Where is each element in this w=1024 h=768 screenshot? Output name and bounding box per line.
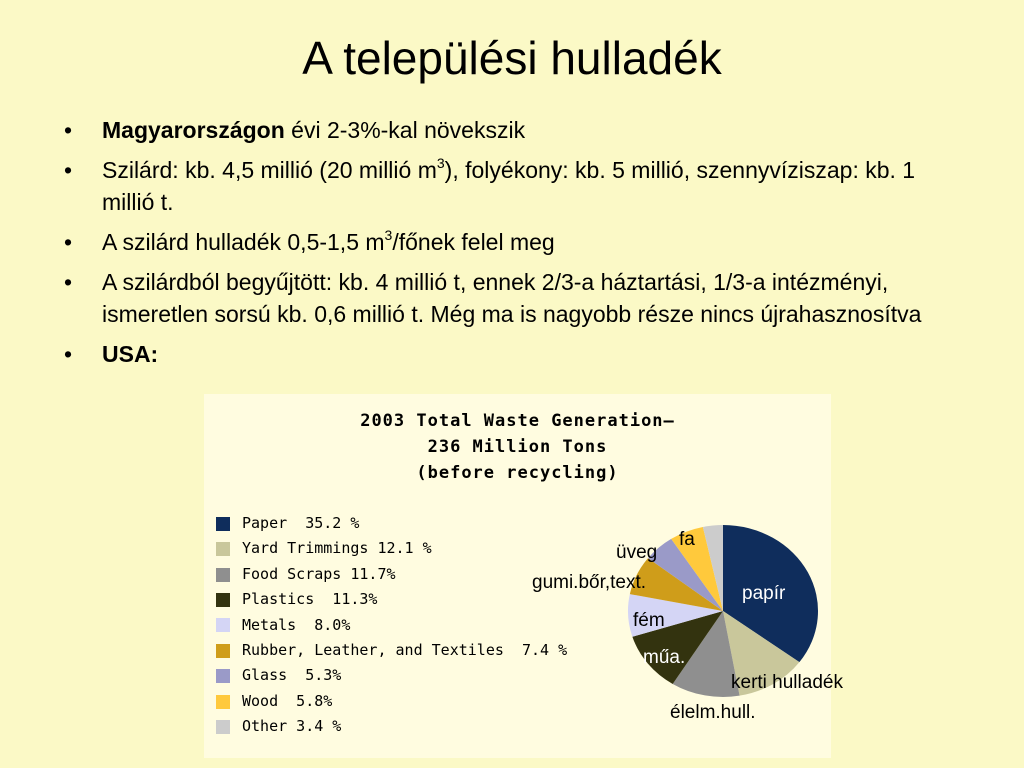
bullet-2 (62, 154, 962, 218)
legend-label: Rubber, Leather, and Textiles 7.4 % (242, 641, 568, 660)
slice-label-hu: gumi.bőr,text. (532, 572, 647, 593)
legend-label: Metals 8.0% (242, 615, 351, 634)
legend-item (216, 587, 567, 612)
legend-label: Paper 35.2 % (242, 514, 360, 532)
legend-swatch (216, 618, 230, 632)
legend-label: Other 3.4 % (242, 717, 342, 736)
bullet-5-bold: USA: (102, 341, 159, 367)
legend-swatch (216, 644, 230, 658)
chart-title-line-3: (before recycling) (416, 463, 619, 483)
legend-swatch (216, 695, 230, 709)
legend-swatch (216, 593, 230, 607)
legend-item (216, 638, 567, 663)
slice-label-hu: papír (742, 583, 786, 604)
slice-label-hu: kerti hulladék (731, 672, 843, 693)
legend-label: Yard Trimmings 12.1 % (242, 539, 432, 558)
legend-swatch (216, 568, 230, 582)
bullet-1 (62, 114, 962, 146)
legend-item (216, 663, 567, 688)
bullet-list (62, 114, 962, 378)
bullet-1-text: évi 2-3%-kal növekszik (284, 117, 526, 143)
chart-title-line-2: 236 Million Tons (427, 437, 608, 457)
legend-item (216, 714, 567, 739)
bullet-3-superscript: 3 (384, 227, 393, 244)
legend-swatch (216, 669, 230, 683)
legend-label: Plastics 11.3% (242, 590, 378, 609)
legend-swatch (216, 720, 230, 734)
legend-swatch (216, 517, 230, 531)
slice-label-hu: műa. (643, 647, 686, 668)
slice-label-hu: fém (633, 610, 665, 631)
slide-title: A települési hulladék (302, 32, 722, 84)
chart-title (204, 408, 831, 486)
legend-label: Wood 5.8% (242, 691, 333, 710)
bullet-3-text-post: /főnek felel meg (392, 229, 555, 255)
legend-swatch (216, 542, 230, 556)
bullet-4 (62, 266, 962, 330)
bullet-3-text-pre: A szilárd hulladék 0,5-1,5 m (102, 229, 385, 255)
legend-item (216, 689, 567, 714)
legend-item (216, 562, 567, 587)
legend-label: Food Scraps 11.7% (242, 564, 396, 583)
bullet-4-text: A szilárdból begyűjtött: kb. 4 millió t, ennek 2/3-a háztartási, 1/3-a intézményi, ismeretlen sorsú kb. 0,6 millió t. Még ma is nagyobb része nincs újrahasznosítva (102, 269, 922, 327)
chart-title-line-1: 2003 Total Waste Generation— (360, 411, 675, 431)
legend-item (216, 511, 567, 536)
bullet-3 (62, 226, 962, 258)
bullet-1-bold: Magyarországon (102, 117, 285, 143)
bullet-2-text-pre: Szilárd: kb. 4,5 millió (20 millió m (102, 157, 437, 183)
legend-label: Glass 5.3% (242, 666, 342, 685)
slice-label-hu: élelm.hull. (670, 702, 756, 723)
bullet-5 (62, 338, 962, 370)
slice-label-hu: üveg (616, 542, 658, 563)
legend-item (216, 613, 567, 638)
bullet-2-text-post: ), folyékony: kb. 5 millió, szennyvíziszap: kb. 1 millió t. (102, 157, 916, 215)
chart-legend (216, 511, 567, 740)
bullet-2-superscript: 3 (436, 155, 445, 172)
legend-item (216, 536, 567, 561)
slice-label-hu: fa (679, 529, 695, 550)
